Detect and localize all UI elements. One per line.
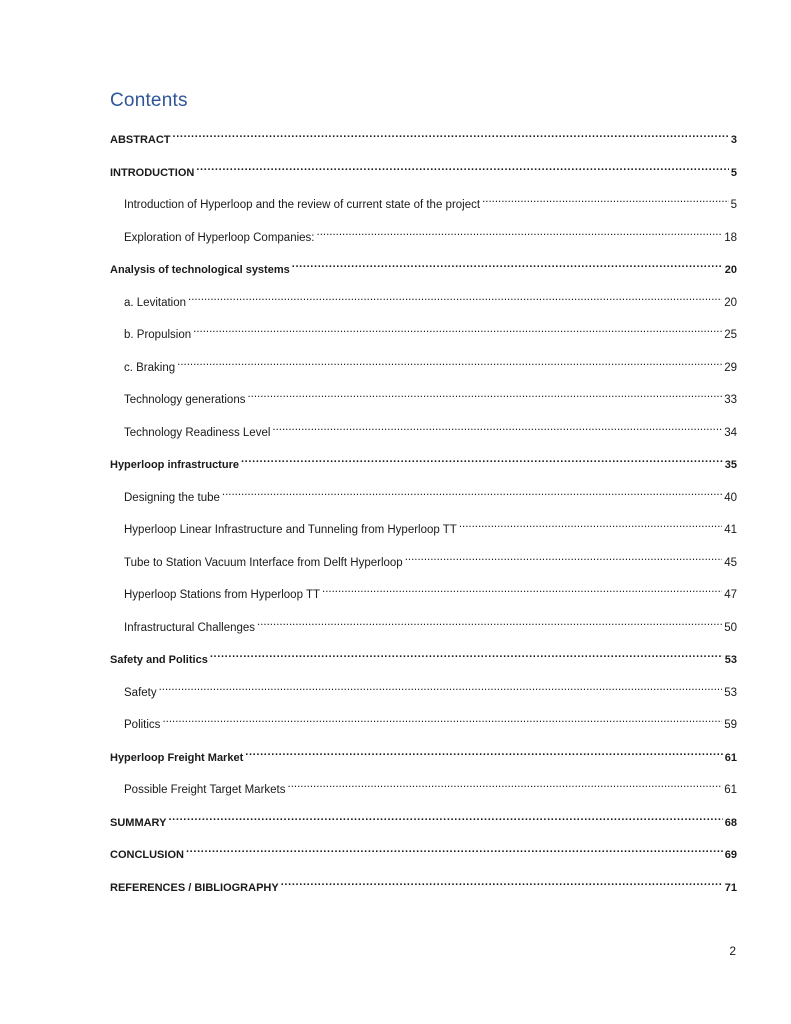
toc-entry-analysis-tech[interactable]: [110, 255, 737, 276]
toc-entry-tech-generations[interactable]: [124, 385, 737, 406]
toc-entry-infra-challenges[interactable]: [124, 613, 737, 634]
dot-leader: [405, 548, 723, 566]
toc-entry-page: 40: [724, 491, 737, 504]
toc-entry-intro-hyperloop[interactable]: [124, 190, 737, 211]
toc-entry-label: Politics: [124, 719, 161, 731]
toc-entry-label: b. Propulsion: [124, 329, 192, 341]
toc-entry-page: 53: [724, 654, 737, 666]
toc-entry-page: 61: [724, 784, 737, 796]
toc-entry-trl[interactable]: [124, 418, 737, 439]
toc-entry-page: 71: [724, 881, 737, 894]
toc-entry-page: 45: [724, 556, 737, 569]
dot-leader: [245, 743, 723, 761]
toc-entry-vacuum-interface[interactable]: [124, 548, 737, 569]
toc-entry-page: 59: [724, 719, 737, 731]
dot-leader: [186, 840, 723, 858]
dot-leader: [459, 515, 722, 533]
toc-entry-page: 68: [724, 816, 737, 829]
toc-entry-page: 20: [724, 296, 737, 309]
toc-entry-page: 20: [724, 264, 737, 276]
toc-entry-label: INTRODUCTION: [110, 166, 195, 179]
toc-entry-exploration-companies[interactable]: [124, 223, 737, 244]
dot-leader: [177, 353, 722, 371]
toc-entry-designing-tube[interactable]: [124, 483, 737, 504]
toc-entry-label: Hyperloop Freight Market: [110, 751, 244, 764]
page-number: 2: [729, 944, 736, 958]
toc-entry-page: 61: [724, 751, 737, 764]
toc-entry-page: 69: [724, 849, 737, 861]
toc-entry-page: 18: [724, 231, 737, 244]
toc-entry-label: Designing the tube: [124, 491, 220, 504]
toc-entry-page: 34: [724, 426, 737, 439]
toc-entry-label: Possible Freight Target Markets: [124, 784, 286, 796]
dot-leader: [196, 158, 729, 176]
toc-entry-politics[interactable]: [124, 710, 737, 731]
toc-entry-label: Technology Readiness Level: [124, 426, 271, 439]
toc-entry-page: 35: [724, 459, 737, 471]
toc-entry-infrastructure[interactable]: [110, 450, 737, 471]
toc-entry-label: Safety: [124, 686, 157, 699]
toc-entry-label: Safety and Politics: [110, 654, 208, 666]
dot-leader: [257, 613, 722, 631]
toc-entry-braking[interactable]: [124, 353, 737, 374]
toc-entry-abstract[interactable]: [110, 125, 737, 146]
toc-entry-label: Hyperloop infrastructure: [110, 459, 239, 471]
toc-entry-page: 5: [730, 199, 737, 211]
toc-entry-freight-target[interactable]: [124, 775, 737, 796]
toc-entry-page: 50: [724, 621, 737, 634]
toc-entry-page: 29: [724, 361, 737, 374]
toc-entry-label: Technology generations: [124, 394, 246, 406]
toc-entry-summary[interactable]: [110, 808, 737, 829]
toc-entry-label: Hyperloop Stations from Hyperloop TT: [124, 589, 321, 601]
dot-leader: [247, 385, 722, 403]
dot-leader: [173, 125, 729, 143]
toc-entry-page: 47: [724, 589, 737, 601]
toc-entry-label: Infrastructural Challenges: [124, 621, 256, 634]
dot-leader: [159, 678, 723, 696]
toc-entry-levitation[interactable]: [124, 288, 737, 309]
toc-entry-linear-infrastructure[interactable]: [124, 515, 737, 536]
dot-leader: [317, 223, 723, 241]
dot-leader: [292, 255, 723, 273]
toc-entry-label: CONCLUSION: [110, 849, 184, 861]
toc-entry-label: REFERENCES / BIBLIOGRAPHY: [110, 881, 279, 894]
toc-entry-page: 25: [724, 329, 737, 341]
dot-leader: [210, 645, 723, 663]
toc-entry-conclusion[interactable]: [110, 840, 737, 861]
dot-leader: [188, 288, 722, 306]
dot-leader: [241, 450, 723, 468]
toc-heading: Contents: [110, 90, 188, 111]
toc-entry-page: 53: [724, 686, 737, 699]
dot-leader: [281, 873, 723, 891]
toc-entry-label: Analysis of technological systems: [110, 264, 290, 276]
toc-entry-introduction[interactable]: [110, 158, 737, 179]
dot-leader: [288, 775, 723, 793]
dot-leader: [272, 418, 722, 436]
toc-entry-label: Introduction of Hyperloop and the review of current state of the project: [124, 199, 481, 211]
toc-entry-propulsion[interactable]: [124, 320, 737, 341]
toc-entry-page: 3: [730, 134, 737, 146]
dot-leader: [322, 580, 722, 598]
dot-leader: [222, 483, 722, 501]
dot-leader: [162, 710, 722, 728]
toc-entry-label: c. Braking: [124, 361, 176, 374]
toc-entry-stations[interactable]: [124, 580, 737, 601]
toc-entry-label: Tube to Station Vacuum Interface from Delft Hyperloop: [124, 556, 403, 569]
toc-entry-label: Hyperloop Linear Infrastructure and Tunneling from Hyperloop TT: [124, 524, 457, 536]
toc-entry-page: 5: [730, 166, 737, 179]
toc-entry-page: 41: [724, 524, 737, 536]
toc-entry-references[interactable]: [110, 873, 737, 894]
toc-entry-safety-politics[interactable]: [110, 645, 737, 666]
toc-entry-label: SUMMARY: [110, 816, 167, 829]
toc-entry-safety[interactable]: [124, 678, 737, 699]
toc-entry-page: 33: [724, 394, 737, 406]
dot-leader: [193, 320, 722, 338]
toc-entry-freight-market[interactable]: [110, 743, 737, 764]
dot-leader: [168, 808, 722, 826]
toc-entry-label: a. Levitation: [124, 296, 187, 309]
toc-entry-label: Exploration of Hyperloop Companies:: [124, 231, 315, 244]
toc-entry-label: ABSTRACT: [110, 134, 171, 146]
dot-leader: [482, 190, 729, 208]
